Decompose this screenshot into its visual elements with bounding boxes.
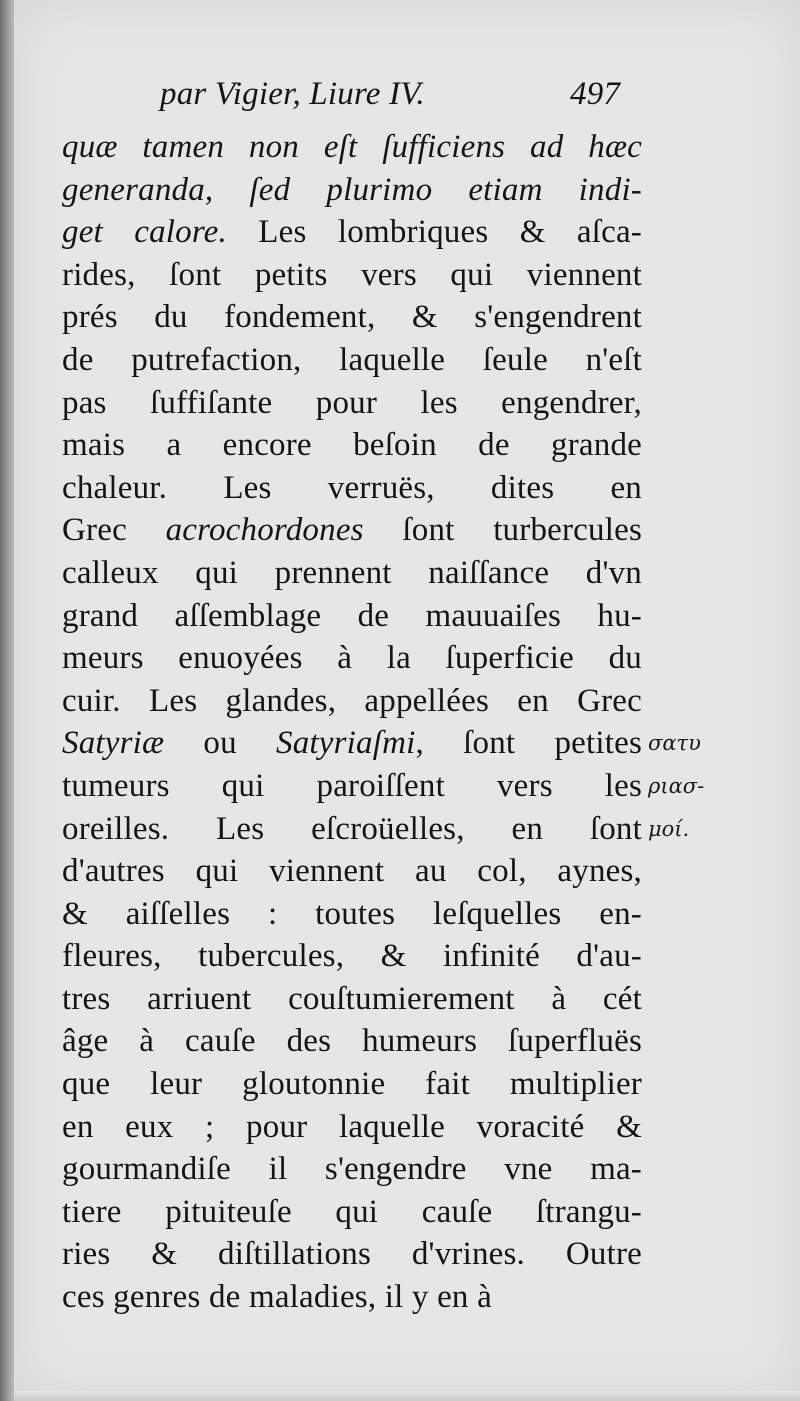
text-run: de putrefaction, laquelle ſeule n'eſt [62,341,642,378]
margin-note-line: ριασ- [648,774,705,798]
text-run: grand aſſemblage de mauuaiſes hu- [62,597,642,634]
text-run: oreilles. Les eſcroüelles, en ſont [62,810,642,847]
text-run: & aiſſelles : toutes leſquelles en- [62,895,642,932]
italic-text-run: generanda, ſed plurimo etiam indi- [62,171,642,208]
text-run: que leur gloutonnie fait multiplier [62,1066,642,1103]
text-run: gourmandiſe il s'engendre vne ma- [62,1151,642,1188]
text-run: chaleur. Les verruës, dites en [62,469,642,506]
text-run: ces genres de maladies, il y en à [62,1279,492,1316]
text-run: calleux qui prennent naiſſance d'vn [62,554,642,591]
binding-shadow [0,0,14,1401]
text-run: ſont turbercules [363,512,642,549]
page-number: 497 [570,76,621,112]
italic-text-run: acrochordones [165,512,364,549]
text-line [62,1063,642,1106]
text-run: mais a encore beſoin de grande [62,427,642,464]
text-line [62,254,642,297]
text-run: ries & diſtillations d'vrines. Outre [62,1236,642,1273]
running-head: par Vigier, Liure IV. [160,76,425,112]
text-line [62,339,642,382]
text-run: Grec [62,512,166,549]
text-run: rides, ſont petits vers qui viennent [62,256,642,293]
text-line [62,1106,642,1149]
text-line [62,850,642,893]
text-line [62,169,642,212]
text-run: pas ſuffiſante pour les engendrer, [62,384,642,421]
text-line [62,424,642,467]
text-line [62,1191,642,1234]
text-line [62,467,642,510]
text-line [62,978,642,1021]
text-run: , ſont petites [415,725,642,762]
text-run: en eux ; pour laquelle voracité & [62,1108,642,1145]
text-line [62,595,642,638]
text-line [62,296,642,339]
text-run: Les lombriques & aſca- [226,214,642,251]
text-line [62,808,642,851]
text-run: prés du fondement, & s'engendrent [62,299,642,336]
text-run: meurs enuoyées à la ſuperficie du [62,640,642,677]
body-text [62,126,642,1319]
text-line [62,1020,642,1063]
text-run: d'autres qui viennent au col, aynes, [62,853,642,890]
text-line [62,509,642,552]
text-run: fleures, tubercules, & infinité d'au- [62,938,642,975]
text-run: âge à cauſe des humeurs ſuperfluës [62,1023,642,1060]
margin-note-line: σατυ [648,731,701,755]
margin-note-line: μοί. [648,817,690,841]
page-text [62,70,642,1319]
italic-text-run: Satyriæ [62,725,165,762]
text-line [62,765,642,808]
page-bottom-edge [14,1391,800,1401]
text-run: tres arriuent couſtumierement à cét [62,980,642,1017]
text-line [62,637,642,680]
text-line [62,382,642,425]
text-line [62,126,642,169]
text-line [62,722,642,765]
italic-text-run: get calore. [62,214,227,251]
text-line [62,552,642,595]
text-line [62,211,642,254]
italic-text-run: Satyriaſmi [276,725,416,762]
text-line [62,1233,642,1276]
italic-text-run: quæ tamen non eſt ſufficiens ad hæc [62,129,642,165]
text-run: cuir. Les glandes, appellées en Grec [62,682,642,719]
text-line [62,680,642,723]
text-run: tiere pituiteuſe qui cauſe ſtrangu- [62,1193,642,1230]
text-line [62,1276,642,1319]
text-run: tumeurs qui paroiſſent vers les [62,767,642,804]
text-run: ou [164,725,277,762]
text-line [62,935,642,978]
text-line [62,1148,642,1191]
text-line [62,893,642,936]
handwritten-margin-note [648,722,704,851]
page-header [62,70,642,126]
